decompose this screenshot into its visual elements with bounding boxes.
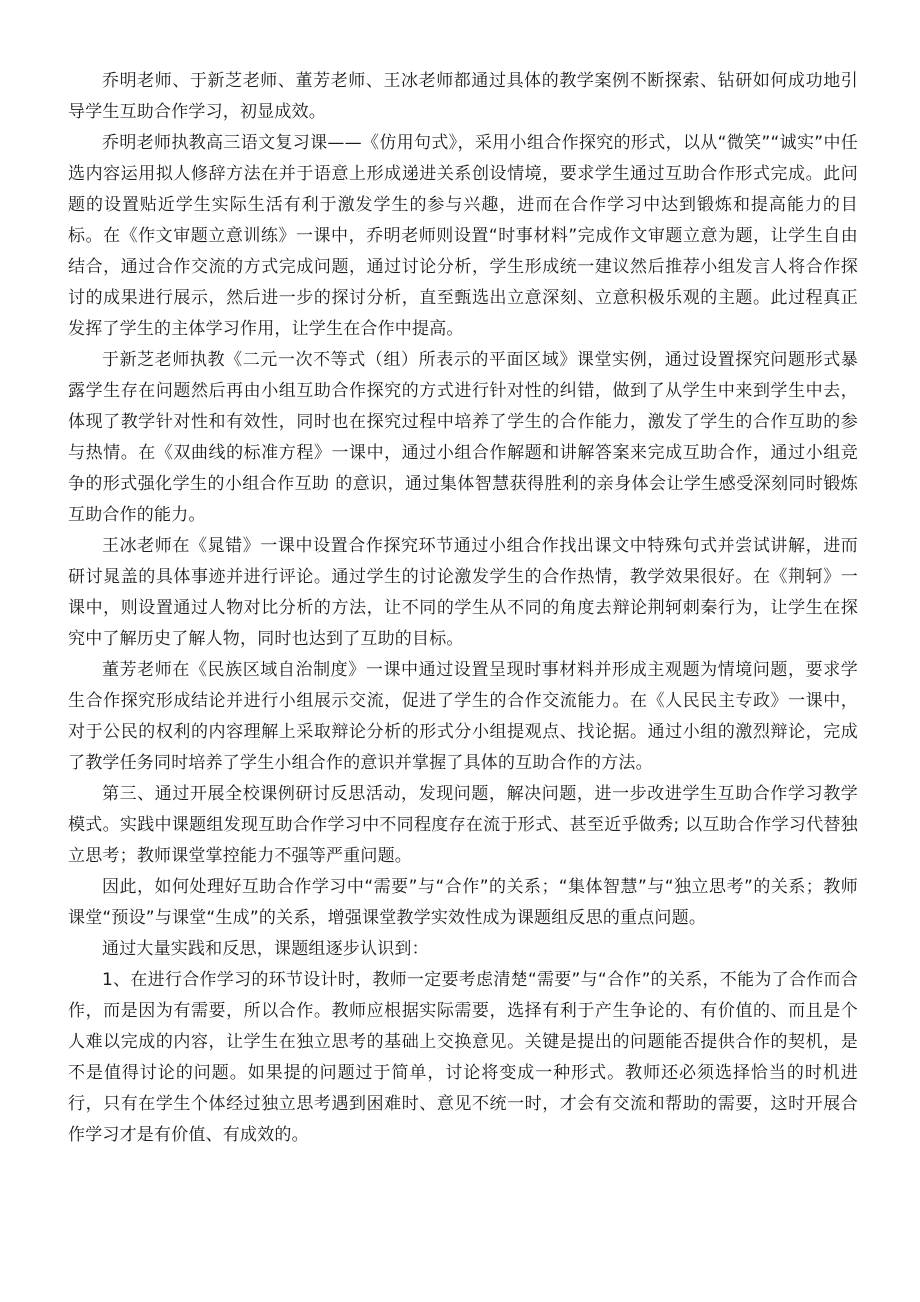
paragraph-yu-xinzhi: 于新芝老师执教《二元一次不等式（组）所表示的平面区域》课堂实例，通过设置探究问题形式暴露学生存在问题然后再由小组互助合作探究的方式进行针对性的纠错，做到了从学生中来到学生中去，体现了教学针对性和有效性，同时也在探究过程中培养了学生的合作能力，激发了学生的合作互助的参与热情。在《双曲线的标准方程》一课中，通过小组合作解题和讲解答案来完成互助合作，通过小组竞争的形式强化学生的小组合作互助 的意识，通过集体智慧获得胜利的亲身体会让学生感受深刻同时锻炼互助合作的能力。 <box>68 350 858 525</box>
paragraph-intro: 乔明老师、于新芝老师、董芳老师、王冰老师都通过具体的教学案例不断探索、钻研如何成功地引导学生互助合作学习，初显成效。 <box>68 71 858 122</box>
paragraph-qiao-ming: 乔明老师执教高三语文复习课——《仿用句式》，采用小组合作探究的形式，以从“微笑”“诚实”中任选内容运用拟人修辞方法在并于语意上形成递进关系创设情境，要求学生通过互助合作形式完成。此问题的设置贴近学生实际生活有利于激发学生的参与兴趣，进而在合作学习中达到锻炼和提高能力的目标。在《作文审题立意训练》一课中，乔明老师则设置“时事材料”完成作文审题立意为题，让学生自由结合，通过合作交流的方式完成问题，通过讨论分析，学生形成统一建议然后推荐小组发言人将合作探讨的成果进行展示，然后进一步的探讨分析，直至甄选出立意深刻、立意积极乐观的主题。此过程真正发挥了学生的主体学习作用，让学生在合作中提高。 <box>68 133 858 339</box>
paragraph-realization: 通过大量实践和反思，课题组逐步认识到： <box>102 939 429 959</box>
paragraph-therefore: 因此，如何处理好互助合作学习中“需要”与“合作”的关系；“集体智慧”与“独立思考”的关系；教师课堂“预设”与课堂“生成”的关系，增强课堂教学实效性成为课题组反思的重点问题。 <box>68 877 858 928</box>
paragraph-point-one: 1、在进行合作学习的环节设计时，教师一定要考虑清楚“需要”与“合作”的关系，不能为了合作而合作，而是因为有需要，所以合作。教师应根据实际需要，选择有利于产生争论的、有价值的、而且是个人难以完成的内容，让学生在独立思考的基础上交换意见。关键是提出的问题能否提供合作的契机，是不是值得讨论的问题。如果提的问题过于简单，讨论将变成一种形式。教师还必须选择恰当的时机进行，只有在学生个体经过独立思考遇到困难时、意见不统一时，才会有交流和帮助的需要，这时开展合作学习才是有价值、有成效的。 <box>68 970 858 1145</box>
paragraph-third-point: 第三、通过开展全校课例研讨反思活动，发现问题，解决问题，进一步改进学生互助合作学习教学模式。实践中课题组发现互助合作学习中不同程度存在流于形式、甚至近乎做秀; 以互助合作学习代替独立思考；教师课堂掌控能力不强等严重问题。 <box>68 784 858 866</box>
paragraph-wang-bing: 王冰老师在《晁错》一课中设置合作探究环节通过小组合作找出课文中特殊句式并尝试讲解，进而研讨晁盖的具体事迹并进行评论。通过学生的讨论激发学生的合作热情，教学效果很好。在《荆轲》一课中，则设置通过人物对比分析的方法，让不同的学生从不同的角度去辩论荆轲刺秦行为，让学生在探究中了解历史了解人物，同时也达到了互助的目标。 <box>68 536 858 649</box>
paragraph-dong-fang: 董芳老师在《民族区域自治制度》一课中通过设置呈现时事材料并形成主观题为情境问题，要求学生合作探究形成结论并进行小组展示交流，促进了学生的合作交流能力。在《人民民主专政》一课中，对于公民的权利的内容理解上采取辩论分析的形式分小组提观点、找论据。通过小组的激烈辩论，完成了教学任务同时培养了学生小组合作的意识并掌握了具体的互助合作的方法。 <box>68 660 858 773</box>
